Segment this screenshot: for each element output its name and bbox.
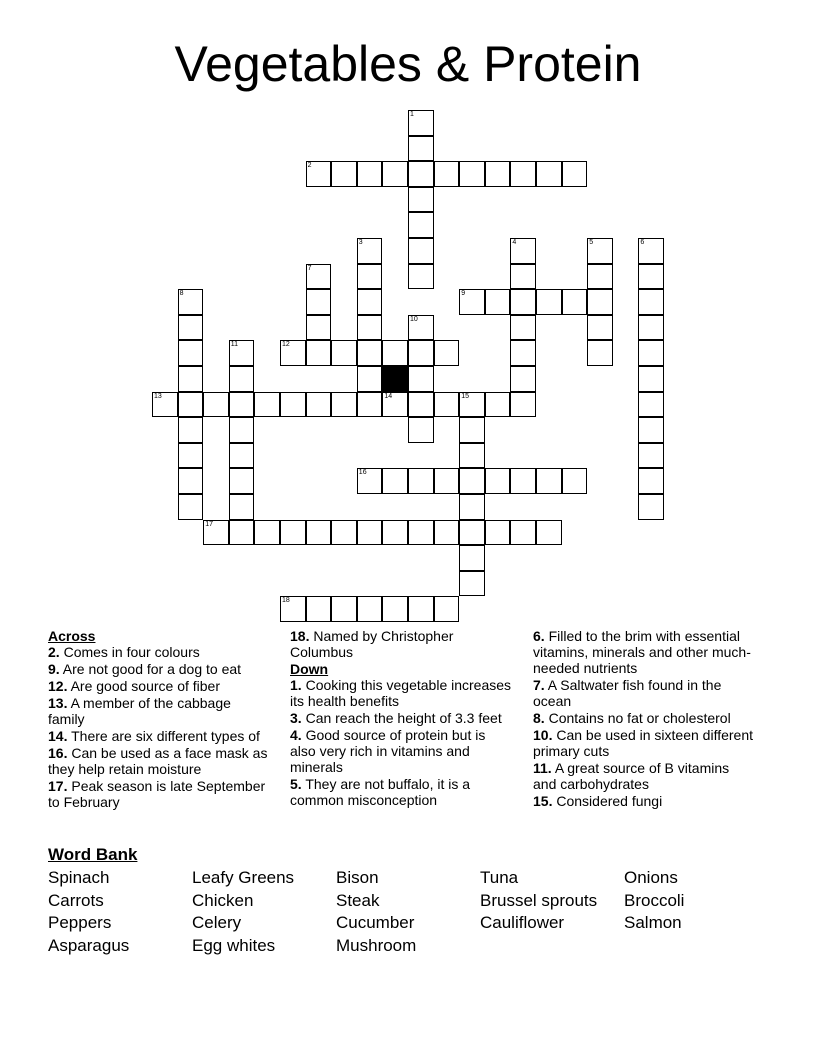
grid-cell[interactable]	[178, 494, 204, 520]
cell-number: 1	[410, 111, 414, 118]
grid-cell[interactable]	[485, 289, 511, 315]
word-bank-item: Spinach	[48, 868, 110, 887]
grid-cell[interactable]	[485, 161, 511, 187]
grid-cell[interactable]	[510, 366, 536, 392]
grid-cell[interactable]	[434, 520, 460, 546]
clues-column-2	[290, 628, 512, 809]
grid-cell[interactable]	[459, 417, 485, 443]
grid-cell[interactable]	[638, 340, 664, 366]
clues-column-3	[533, 628, 755, 810]
grid-cell[interactable]	[229, 417, 255, 443]
grid-cell[interactable]	[178, 392, 204, 418]
grid-cell[interactable]	[638, 264, 664, 290]
clue-across-17: 17. Peak season is late September to February	[48, 778, 266, 810]
cell-number: 3	[358, 239, 363, 246]
word-bank-item: Carrots	[48, 890, 104, 910]
clue-down-7: 7. A Saltwater fish found in the ocean	[533, 677, 722, 709]
word-bank-item: Steak	[336, 890, 380, 910]
clue-across-13: 13. A member of the cabbage family	[48, 695, 231, 727]
grid-cell[interactable]	[587, 340, 613, 366]
grid-cell[interactable]	[357, 520, 383, 546]
cell-number: 14	[384, 392, 393, 400]
grid-cell[interactable]	[434, 340, 460, 366]
grid-cell[interactable]	[587, 315, 613, 341]
clue-down-15: 15. Considered fungi	[533, 793, 663, 809]
word-bank	[48, 867, 768, 958]
grid-cell[interactable]	[510, 392, 536, 418]
grid-cell[interactable]	[434, 468, 460, 494]
grid-cell[interactable]	[638, 366, 664, 392]
grid-cell[interactable]	[178, 289, 204, 315]
grid-cell[interactable]	[638, 289, 664, 315]
grid-cell[interactable]	[357, 161, 383, 187]
cell-number: 7	[307, 264, 312, 272]
grid-cell[interactable]	[510, 315, 536, 341]
clue-across-18: 18. Named by Christopher Columbus	[290, 628, 454, 660]
grid-cell[interactable]	[562, 289, 588, 315]
grid-cell[interactable]	[562, 468, 588, 494]
grid-cell[interactable]	[434, 392, 460, 418]
grid-cell[interactable]	[408, 340, 434, 366]
clues-column-1	[48, 628, 270, 811]
grid-cell[interactable]	[638, 315, 664, 341]
grid-cell[interactable]	[306, 596, 332, 622]
grid-cell[interactable]	[280, 340, 306, 366]
grid-cell[interactable]	[306, 392, 332, 418]
cell-number: 12	[282, 341, 290, 349]
grid-cell[interactable]	[357, 366, 383, 392]
grid-cell[interactable]	[485, 520, 511, 546]
word-bank-item: Peppers	[48, 913, 112, 933]
grid-cell[interactable]	[536, 289, 562, 315]
cell-number: 16	[358, 469, 367, 477]
grid-cell[interactable]	[357, 264, 383, 290]
grid-cell[interactable]	[587, 238, 613, 264]
clue-down-5: 5. They are not buffalo, it is a common misconception	[290, 776, 471, 808]
grid-cell[interactable]	[408, 161, 434, 187]
cell-number: 18	[282, 597, 290, 605]
word-bank-item: Leafy Greens	[192, 868, 295, 887]
word-bank-item: Salmon	[624, 913, 682, 933]
grid-cell[interactable]	[229, 443, 255, 469]
cell-number: 5	[589, 239, 594, 246]
grid-cell[interactable]	[434, 161, 460, 187]
grid-cell[interactable]	[459, 545, 485, 571]
grid-cell[interactable]	[408, 468, 434, 494]
grid-cell[interactable]	[587, 289, 613, 315]
grid-cell[interactable]	[357, 392, 383, 418]
grid-cell[interactable]	[510, 161, 536, 187]
clue-across-12: 12. Are good source of fiber	[48, 678, 221, 694]
cell-number: 4	[512, 239, 517, 246]
grid-cell[interactable]	[357, 468, 383, 494]
word-bank-item: Brussel sprouts	[480, 890, 598, 910]
grid-cell[interactable]	[178, 366, 204, 392]
grid-cell[interactable]	[408, 136, 434, 162]
clue-across-2: 2. Comes in four colours	[48, 644, 200, 660]
grid-cell[interactable]	[306, 161, 332, 187]
grid-cell[interactable]	[229, 494, 255, 520]
grid-cell[interactable]	[178, 340, 204, 366]
cell-number: 11	[230, 341, 239, 349]
grid-cell[interactable]	[331, 161, 357, 187]
grid-cell[interactable]	[459, 443, 485, 469]
grid-cell[interactable]	[510, 520, 536, 546]
grid-cell[interactable]	[408, 520, 434, 546]
grid-cell[interactable]	[638, 494, 664, 520]
grid-cell[interactable]	[229, 392, 255, 418]
grid-cell[interactable]	[357, 315, 383, 341]
grid-cell[interactable]	[408, 110, 434, 136]
clue-down-11: 11. A great source of B vitamins and carbohydrates	[533, 760, 730, 792]
grid-cell[interactable]	[408, 596, 434, 622]
grid-cell[interactable]	[178, 443, 204, 469]
cell-number: 2	[307, 162, 312, 170]
grid-cell[interactable]	[510, 264, 536, 290]
cell-number: 13	[154, 392, 162, 400]
grid-cell[interactable]	[510, 238, 536, 264]
grid-cell[interactable]	[459, 289, 485, 315]
grid-cell[interactable]	[638, 468, 664, 494]
grid-cell[interactable]	[178, 417, 204, 443]
grid-cell[interactable]	[306, 289, 332, 315]
grid-cell[interactable]	[408, 417, 434, 443]
grid-cell[interactable]	[510, 289, 536, 315]
grid-cell[interactable]	[229, 520, 255, 546]
grid-cell[interactable]	[459, 161, 485, 187]
grid-cell[interactable]	[459, 520, 485, 546]
word-bank-item: Egg whites	[192, 936, 276, 956]
cell-number: 9	[461, 290, 466, 298]
grid-cell[interactable]	[587, 264, 613, 290]
word-bank-item: Celery	[192, 913, 242, 933]
grid-cell[interactable]	[178, 315, 204, 341]
word-bank-title: Word Bank	[48, 845, 138, 864]
grid-cell[interactable]	[382, 161, 408, 187]
grid-cell[interactable]	[408, 187, 434, 213]
grid-cell[interactable]	[408, 315, 434, 341]
grid-cell[interactable]	[203, 520, 229, 546]
grid-cell[interactable]	[536, 161, 562, 187]
grid-cell[interactable]	[357, 289, 383, 315]
grid-cell[interactable]	[306, 264, 332, 290]
grid-cell[interactable]	[638, 392, 664, 418]
word-bank-item: Mushroom	[336, 936, 417, 956]
word-bank-item: Onions	[624, 868, 678, 887]
across-heading: Across	[48, 628, 96, 644]
clue-across-9: 9. Are not good for a dog to eat	[48, 661, 242, 677]
grid-cell[interactable]	[408, 238, 434, 264]
grid-cell[interactable]	[408, 392, 434, 418]
grid-cell[interactable]	[408, 212, 434, 238]
grid-cell[interactable]	[254, 520, 280, 546]
grid-cell[interactable]	[485, 392, 511, 418]
grid-cell[interactable]	[306, 340, 332, 366]
grid-cell[interactable]	[203, 392, 229, 418]
grid-cell[interactable]	[459, 468, 485, 494]
clue-across-14: 14. There are six different types of	[48, 728, 260, 744]
grid-cell[interactable]	[562, 161, 588, 187]
clue-down-4: 4. Good source of protein but is also very rich in vitamins and minerals	[290, 727, 486, 775]
cell-number: 17	[205, 520, 213, 528]
grid-cell[interactable]	[536, 468, 562, 494]
word-bank-item: Chicken	[192, 890, 254, 910]
grid-cell[interactable]	[382, 596, 408, 622]
grid-cell[interactable]	[536, 520, 562, 546]
grid-cell[interactable]	[331, 392, 357, 418]
grid-cell[interactable]	[178, 468, 204, 494]
grid-cell[interactable]	[229, 366, 255, 392]
grid-cell[interactable]	[638, 417, 664, 443]
cell-number: 6	[640, 239, 645, 246]
grid-cell[interactable]	[331, 596, 357, 622]
grid-cell[interactable]	[485, 468, 511, 494]
grid-cell[interactable]	[331, 520, 357, 546]
grid-cell[interactable]	[357, 340, 383, 366]
grid-cell[interactable]	[459, 571, 485, 597]
word-bank-item: Cauliflower	[480, 913, 565, 933]
grid-cell[interactable]	[638, 443, 664, 469]
grid-cell[interactable]	[152, 392, 178, 418]
word-bank-item: Broccoli	[624, 890, 685, 910]
down-heading: Down	[290, 661, 329, 677]
cell-number: 10	[410, 315, 418, 323]
grid-cell[interactable]	[254, 392, 280, 418]
grid-cell[interactable]	[408, 264, 434, 290]
grid-cell[interactable]	[382, 340, 408, 366]
clue-down-8: 8. Contains no fat or cholesterol	[533, 710, 731, 726]
clue-down-6: 6. Filled to the brim with essential vitamins, minerals and other much-needed nutrients	[533, 628, 751, 676]
word-bank-item: Tuna	[480, 868, 519, 887]
grid-cell[interactable]	[408, 366, 434, 392]
grid-cell[interactable]	[382, 392, 408, 418]
grid-cell[interactable]	[280, 520, 306, 546]
cell-number: 15	[461, 392, 469, 400]
grid-cell[interactable]	[331, 340, 357, 366]
clue-down-3: 3. Can reach the height of 3.3 feet	[290, 710, 502, 726]
word-bank-item: Cucumber	[336, 913, 415, 933]
grid-cell[interactable]	[459, 392, 485, 418]
grid-cell[interactable]	[306, 315, 332, 341]
grid-cell[interactable]	[357, 596, 383, 622]
grid-cell[interactable]	[382, 520, 408, 546]
grid-cell[interactable]	[510, 468, 536, 494]
grid-cell[interactable]	[229, 468, 255, 494]
clue-down-10: 10. Can be used in sixteen different primary cuts	[533, 727, 754, 759]
grid-cell[interactable]	[280, 596, 306, 622]
grid-cell[interactable]	[382, 468, 408, 494]
word-bank-item: Bison	[336, 868, 379, 887]
grid-cell[interactable]	[434, 596, 460, 622]
grid-cell[interactable]	[638, 238, 664, 264]
page-title: Vegetables & Protein	[174, 36, 642, 92]
grid-cell[interactable]	[459, 494, 485, 520]
word-bank-item: Asparagus	[48, 936, 130, 956]
grid-cell[interactable]	[280, 392, 306, 418]
cell-number: 8	[179, 290, 184, 298]
grid-cell[interactable]	[229, 340, 255, 366]
black-cell	[382, 366, 408, 392]
grid-cell[interactable]	[306, 520, 332, 546]
grid-cell[interactable]	[510, 340, 536, 366]
clue-down-1: 1. Cooking this vegetable increases its health benefits	[290, 677, 512, 709]
grid-cell[interactable]	[357, 238, 383, 264]
clue-across-16: 16. Can be used as a face mask as they help retain moisture	[48, 745, 268, 777]
